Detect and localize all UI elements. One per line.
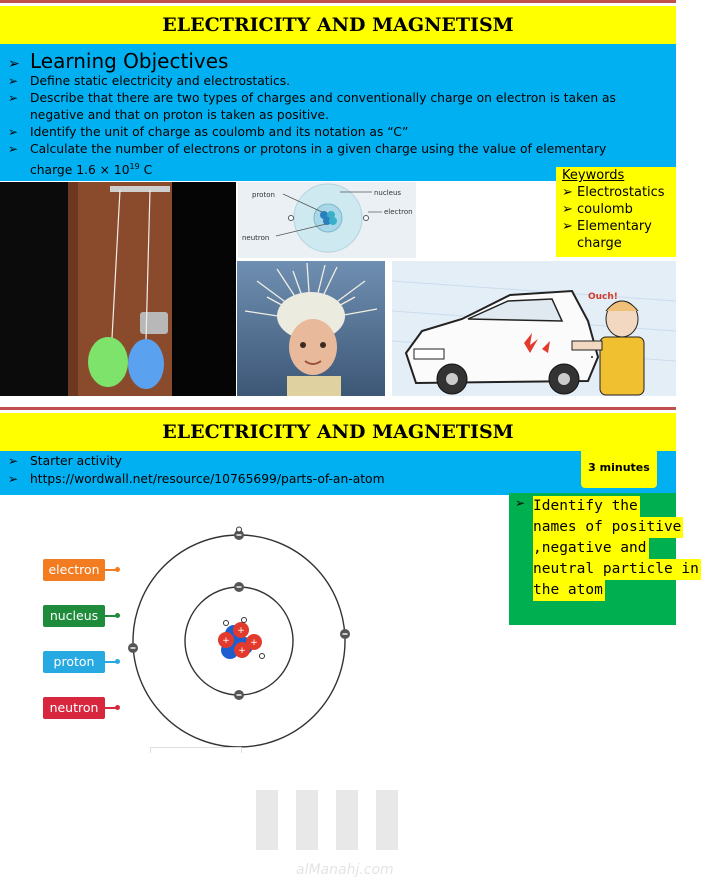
keywords-title: Keywords <box>562 168 625 183</box>
arrow-bullet-icon: ➢ <box>8 142 19 156</box>
diagram-footer-tab <box>150 747 242 753</box>
arrow-bullet-icon: ➢ <box>515 496 526 510</box>
arrow-bullet-icon: ➢ <box>8 472 19 486</box>
static-hair-photo <box>237 261 385 396</box>
activity-item <box>8 453 122 470</box>
learning-objectives-panel <box>0 44 676 181</box>
proton-label-chip[interactable]: proton <box>43 651 105 673</box>
svg-text:+: + <box>250 638 258 648</box>
arrow-bullet-icon: ➢ <box>562 202 578 217</box>
slide-2-title: ELECTRICITY AND MAGNETISM <box>0 413 676 451</box>
objectives-heading <box>8 49 228 73</box>
arrow-bullet-icon: ➢ <box>562 219 578 234</box>
keywords-box <box>556 167 676 257</box>
identify-line: ,negative and <box>533 538 649 559</box>
watermark-text: alManahj.com <box>296 862 394 878</box>
arrow-bullet-icon: ➢ <box>562 185 578 200</box>
svg-text:+: + <box>238 646 246 656</box>
atom-diagram-illustration <box>238 182 416 258</box>
keyword-item <box>562 219 652 234</box>
objective-text: C <box>139 163 153 178</box>
activity-text: Starter activity <box>30 454 122 468</box>
nucleus-cluster <box>218 618 265 660</box>
neutron-label-chip[interactable]: neutron <box>43 697 105 719</box>
neutron-label: neutron <box>242 234 270 242</box>
svg-text:+: + <box>237 626 245 636</box>
slide-1-title: ELECTRICITY AND MAGNETISM <box>0 6 676 44</box>
objective-text: Calculate the number of electrons or protons in a given charge using the value of elementary <box>30 142 607 156</box>
keyword-text: Electrostatics <box>577 185 665 200</box>
identify-task-box <box>509 493 699 625</box>
arrow-bullet-icon: ➢ <box>8 74 19 88</box>
identify-line: Identify the <box>533 496 640 517</box>
objective-item <box>8 141 606 158</box>
objective-item <box>8 124 408 141</box>
objective-item <box>8 73 290 90</box>
nucleus-label: nucleus <box>374 189 402 197</box>
arrow-bullet-icon: ➢ <box>8 56 20 72</box>
electron-label: electron <box>384 208 413 216</box>
ouch-text: Ouch! <box>588 292 618 302</box>
static-hair-illustration <box>237 261 385 396</box>
starter-activity-panel <box>0 451 676 495</box>
identify-line: names of positive <box>533 517 683 538</box>
slide-2 <box>0 407 699 878</box>
arrow-bullet-icon: ➢ <box>8 454 19 468</box>
keyword-item <box>562 185 665 200</box>
arrow-bullet-icon: ➢ <box>8 125 19 139</box>
activity-link-item[interactable] <box>8 471 385 488</box>
balloons-photo <box>0 182 236 396</box>
nucleus-label-chip[interactable]: nucleus <box>43 605 105 627</box>
objective-continuation <box>30 107 329 124</box>
time-badge: 3 minutes <box>581 448 657 488</box>
objective-item <box>8 90 616 107</box>
keyword-continuation: charge <box>577 236 622 251</box>
proton-connector-dot <box>115 659 120 664</box>
car-shock-cartoon <box>392 261 676 396</box>
watermark-logo <box>236 790 446 880</box>
keyword-text: Elementary <box>577 219 652 234</box>
identify-line: the atom <box>533 580 605 601</box>
slide-1 <box>0 0 676 393</box>
exponent: 19 <box>129 162 140 171</box>
objectives-heading-text: Learning Objectives <box>30 49 229 73</box>
objective-text: Describe that there are two types of charges and conventionally charge on electron is taken as <box>30 91 616 105</box>
electron-label-chip[interactable]: electron <box>43 559 105 581</box>
keyword-text: coulomb <box>577 202 633 217</box>
nucleus-connector-dot <box>115 613 120 618</box>
identify-line: neutral particle in <box>533 559 701 580</box>
balloons-illustration <box>0 182 236 396</box>
electron-markers <box>128 527 350 700</box>
objective-continuation <box>30 158 152 179</box>
objective-text: charge 1.6 × 10 <box>30 163 130 178</box>
electron-connector-dot <box>115 567 120 572</box>
neutron-connector-dot <box>115 705 120 710</box>
arrow-bullet-icon: ➢ <box>8 91 19 105</box>
proton-label: proton <box>252 191 275 199</box>
keyword-item <box>562 202 633 217</box>
atom-diagram <box>238 182 416 258</box>
car-shock-illustration <box>392 261 676 396</box>
objective-text: negative and that on proton is taken as positive. <box>30 108 330 122</box>
objective-text: Define static electricity and electrostatics. <box>30 74 291 88</box>
objective-text: Identify the unit of charge as coulomb and its notation as “C” <box>30 125 409 139</box>
bohr-atom-diagram <box>126 528 352 754</box>
svg-text:+: + <box>222 636 230 646</box>
wordwall-link[interactable]: https://wordwall.net/resource/10765699/parts-of-an-atom <box>30 472 385 486</box>
